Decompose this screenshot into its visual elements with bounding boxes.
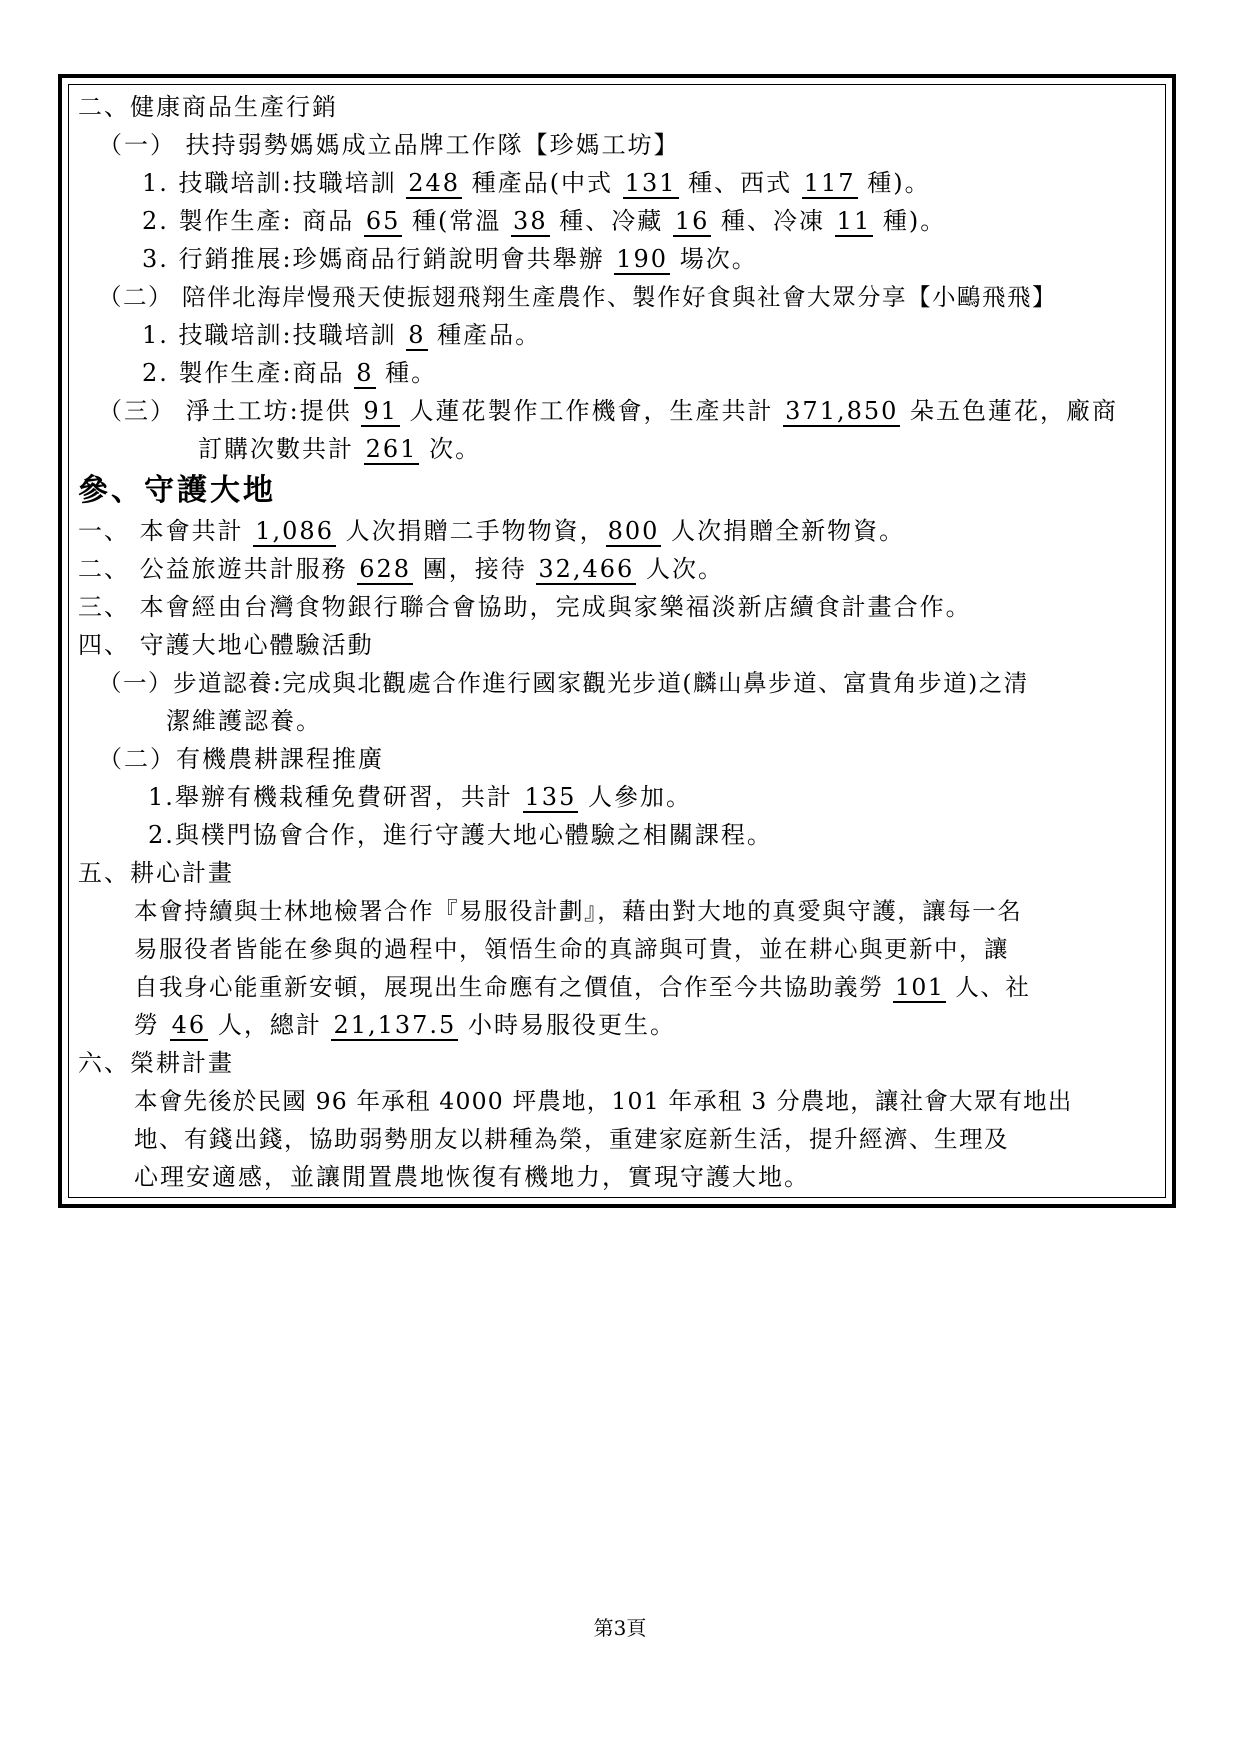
page-number: 第3頁 [593,1616,647,1640]
part3-item1: 一、 本會共計 1,086 人次捐贈二手物物資，800 人次捐贈全新物資。 [78,517,906,545]
part3-item5-line2: 易服役者皆能在參與的過程中，領悟生命的真諦與可貴，並在耕心與更新中，讓 [134,935,1009,963]
part3-item5-line4: 勞 46 人，總計 21,137.5 小時易服役更生。 [134,1011,676,1039]
section2-sub1-title: （一） 扶持弱勢媽媽成立品牌工作隊【珍媽工坊】 [98,131,680,159]
section2-sub2-title: （二） 陪伴北海岸慢飛天使振翅飛翔生產農作、製作好食與社會大眾分享【小鷗飛飛】 [98,283,1057,311]
section2-sub1-item2: 2. 製作生產: 商品 65 種(常溫 38 種、冷藏 16 種、冷凍 11 種)。 [142,207,947,235]
part3-item4-sub1-line1: （一）步道認養:完成與北觀處合作進行國家觀光步道(麟山鼻步道、富貴角步道)之清 [98,669,1029,697]
part3-item4-sub2-title: （二）有機農耕課程推廣 [98,745,384,773]
part3-item6-line3: 心理安適感，並讓閒置農地恢復有機地力，實現守護大地。 [134,1163,810,1191]
part3-item5-line1: 本會持續與士林地檢署合作『易服役計劃』，藉由對大地的真愛與守護，讓每一名 [134,897,1023,925]
section2-sub3-line2: 訂購次數共計 261 次。 [198,435,482,463]
section2-sub1-item1: 1. 技職培訓:技職培訓 248 種產品(中式 131 種、西式 117 種)。 [142,169,931,197]
section2-sub3-line1: （三） 淨土工坊:提供 91 人蓮花製作工作機會，生產共計 371,850 朵五色蓮花，廠商 [98,397,1119,425]
section2-sub2-item2: 2. 製作生產:商品 8 種。 [142,359,438,387]
part3-item4-sub2-item2: 2.與樸門協會合作，進行守護大地心體驗之相關課程。 [148,821,773,849]
part3-item4-title: 四、 守護大地心體驗活動 [78,631,374,659]
part3-item6-title: 六、榮耕計畫 [78,1049,234,1077]
part3-heading: 參、守護大地 [78,473,276,508]
part3-item5-title: 五、耕心計畫 [78,859,234,887]
part3-item4-sub1-line2: 潔維護認養。 [166,707,322,735]
part3-item3: 三、 本會經由台灣食物銀行聯合會協助，完成與家樂福淡新店續食計畫合作。 [78,593,972,621]
section2-sub2-item1: 1. 技職培訓:技職培訓 8 種產品。 [142,321,542,349]
part3-item2: 二、 公益旅遊共計服務 628 團，接待 32,466 人次。 [78,555,724,583]
section2-title: 二、健康商品生產行銷 [78,93,338,121]
part3-item6-line1: 本會先後於民國 96 年承租 4000 坪農地，101 年承租 3 分農地，讓社會大眾有地出 [134,1087,1073,1115]
part3-item5-line3: 自我身心能重新安頓，展現出生命應有之價值，合作至今共協助義勞 101 人、社 [134,973,1031,1001]
section2-sub1-item3: 3. 行銷推展:珍媽商品行銷說明會共舉辦 190 場次。 [142,245,758,273]
part3-item6-line2: 地、有錢出錢，協助弱勢朋友以耕種為榮，重建家庭新生活，提升經濟、生理及 [134,1125,1009,1153]
part3-item4-sub2-item1: 1.舉辦有機栽種免費研習，共計 135 人參加。 [148,783,692,811]
